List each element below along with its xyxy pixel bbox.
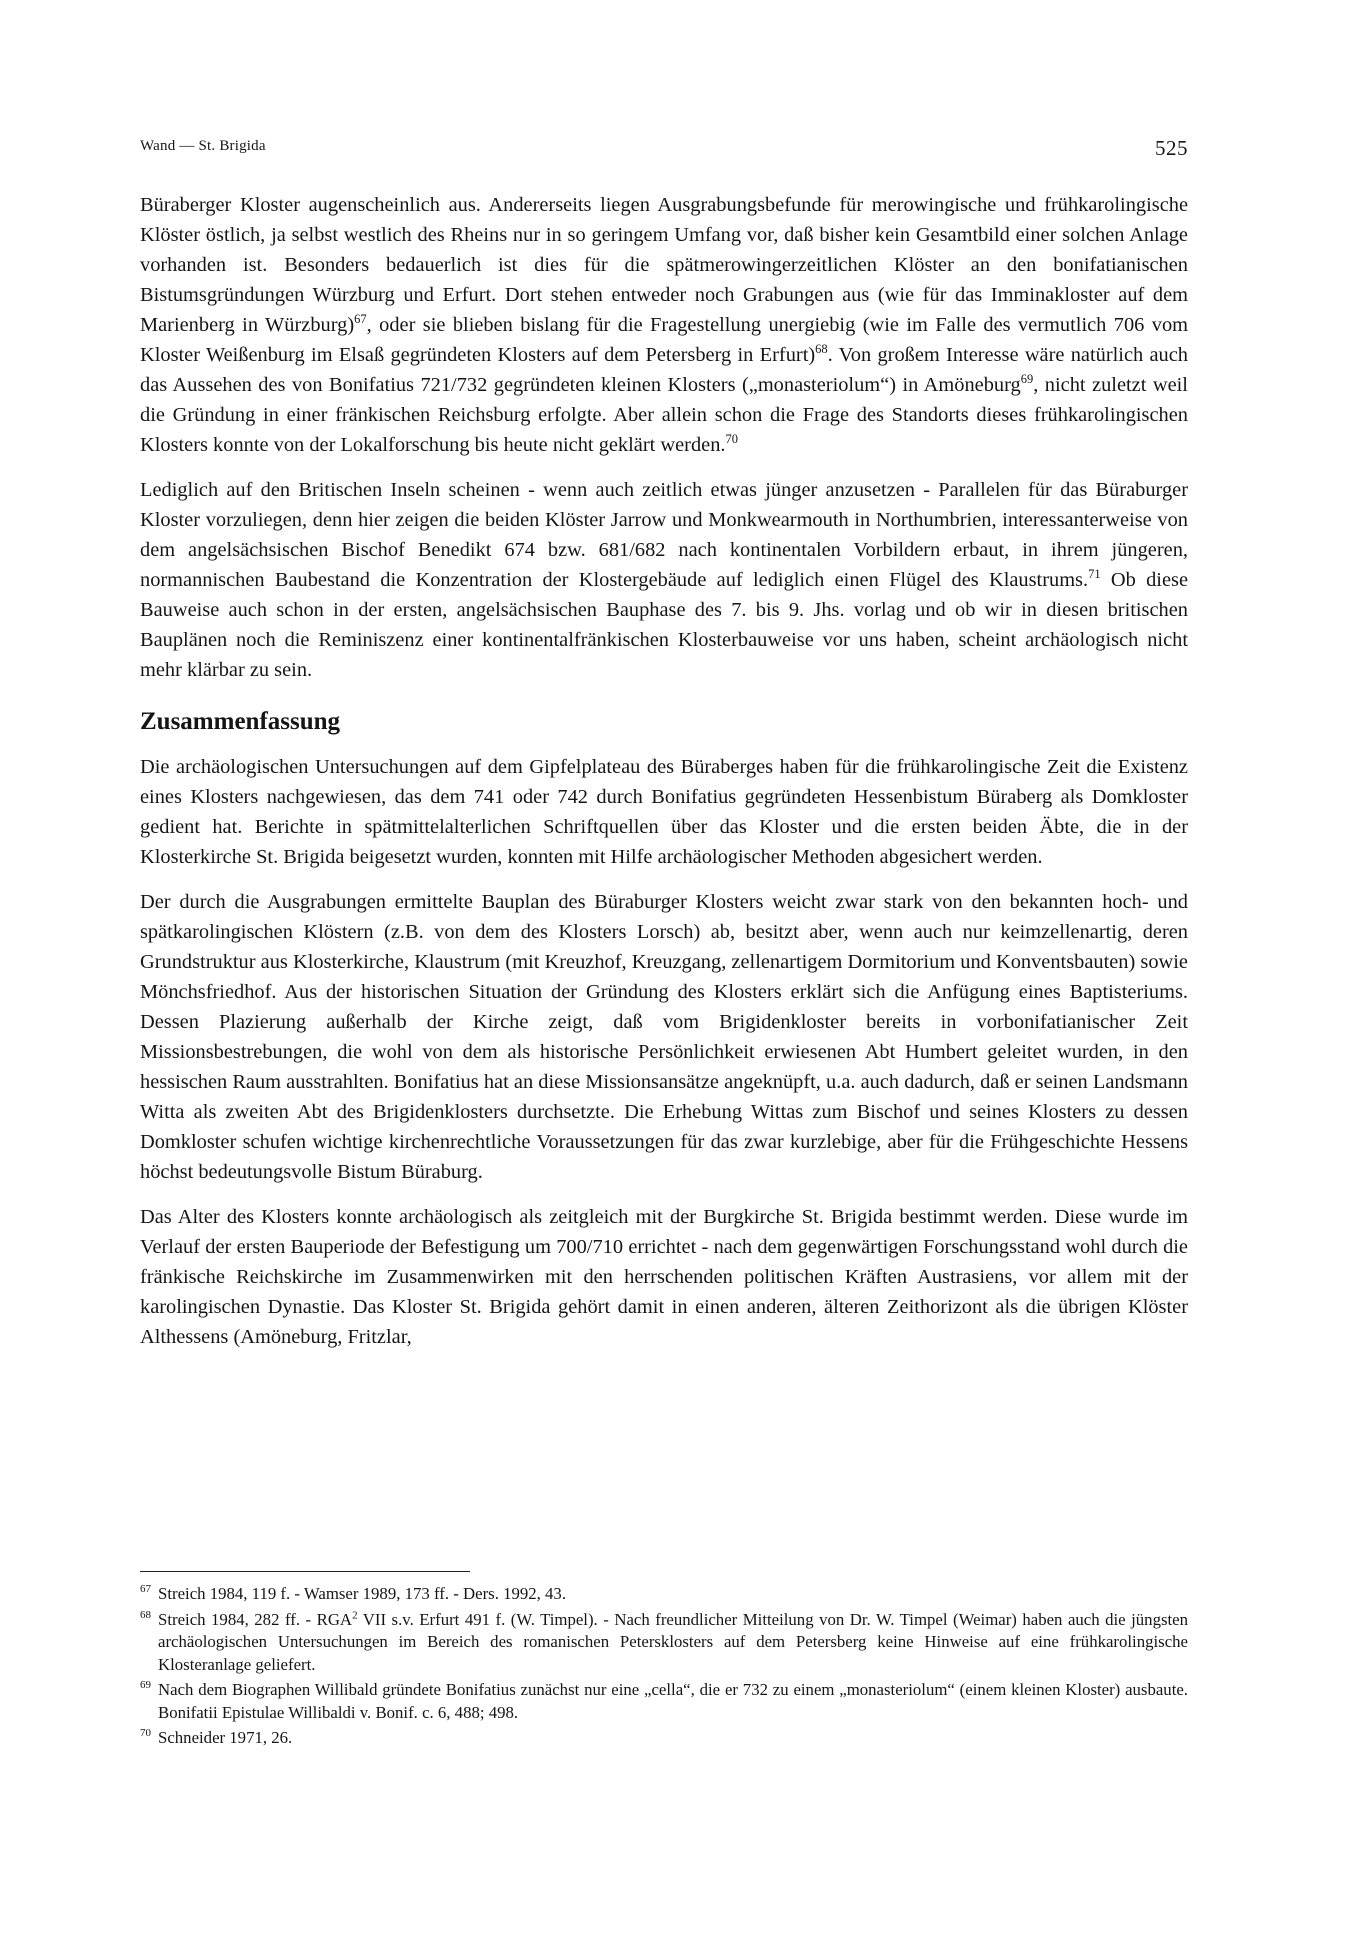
footnote-ref-70[interactable]: 70 — [725, 432, 739, 447]
paragraph-text: . Von großem Interesse wäre natürlich auch das Aussehen des von Bonifatius 721/732 gegründeten kleinen Klosters („monasteriolum“) in Amöneburg — [140, 344, 1188, 396]
footnote-text: Streich 1984, 119 f. - Wamser 1989, 173 ff. - Ders. 1992, 43. — [158, 1584, 567, 1603]
footnote-ref-69[interactable]: 69 — [1020, 372, 1034, 387]
summary-paragraph-1: Die archäologischen Untersuchungen auf dem Gipfelplateau des Büraberges haben für die frühkarolingische Zeit die Existenz eines Klosters nachgewiesen, das dem 741 oder 742 durch Bonifatius gegründeten Hessenbistum Büraberg als Domkloster gedient hat. Berichte in spätmittelalterlichen Schriftquellen über das Kloster und die ersten beiden Äbte, die in der Klosterkirche St. Brigida beigesetzt wurden, konnten mit Hilfe archäologischer Methoden abgesichert werden. — [140, 756, 1188, 868]
body-text — [140, 190, 1188, 1367]
paragraph-2 — [140, 475, 1188, 685]
paragraph-text: Büraberger Kloster augenscheinlich aus. Andererseits liegen Ausgrabungsbefunde für merowingische und frühkarolingische Klöster östlich, ja selbst westlich des Rheins nur in so geringem Umfang vor, daß bisher kein Gesamtbild einer solchen Anlage vorhanden ist. Besonders bedauerlich ist dies für die spätmerowingerzeitlichen Klöster an den bonifatianischen Bistumsgründungen Würzburg und Erfurt. Dort stehen entweder noch Grabungen aus (wie für das Imminakloster auf dem Marienberg in Würzburg) — [140, 194, 1188, 336]
section-heading: Zusammenfassung — [140, 708, 341, 735]
summary-paragraph-3: Das Alter des Klosters konnte archäologisch als zeitgleich mit der Burgkirche St. Brigida bestimmt werden. Diese wurde im Verlauf der ersten Bauperiode der Befestigung um 700/710 errichtet - nach dem gegenwärtigen Forschungsstand wohl durch die fränkische Reichskirche im Zusammenwirken mit den herrschenden politischen Kräften Austrasiens, vor allem mit der karolingischen Dynastie. Das Kloster St. Brigida gehört damit in einen anderen, älteren Zeithorizont als die übrigen Klöster Althessens (Amöneburg, Fritzlar, — [140, 1206, 1188, 1348]
running-head — [140, 136, 1188, 170]
footnote-separator — [140, 1571, 470, 1572]
page-number: 525 — [1155, 136, 1188, 160]
footnote-superscript: 2 — [352, 1608, 358, 1621]
paragraph-text: Ob diese Bauweise auch schon in der ersten, angelsächsischen Bauphase des 7. bis 9. Jhs. vorlag und ob wir in diesen britischen Bauplänen noch die Reminiszenz einer kontinentalfränkischen Klosterbauweise vor uns haben, scheint archäologisch nicht mehr klärbar zu sein. — [140, 569, 1189, 681]
footnote-ref-68[interactable]: 68 — [815, 342, 828, 357]
paragraph-text: , nicht zuletzt weil die Gründung in einer fränkischen Reichsburg erfolgte. Aber allein schon die Frage des Standorts dieses frühkarolingischen Klosters konnte von der Lokalforschung bis heute nicht geklärt werden. — [140, 374, 1188, 456]
paragraph-1 — [140, 190, 1188, 460]
running-title: Wand — St. Brigida — [140, 138, 266, 154]
footnote-text: VII s.v. Erfurt 491 f. (W. Timpel). - Nach freundlicher Mitteilung von Dr. W. Timpel (Weimar) haben auch die jüngsten archäologischen Untersuchungen im Bereich des romanischen Petersklosters auf dem Petersberg keine Hinweise auf eine frühkarolingische Klosteranlage geliefert. — [158, 1609, 1188, 1674]
footnote-ref-67[interactable]: 67 — [354, 312, 367, 327]
paragraph-text: Lediglich auf den Britischen Inseln scheinen - wenn auch zeitlich etwas jünger anzusetzen - Parallelen für das Büraburger Kloster vorzuliegen, denn hier zeigen die beiden Klöster Jarrow und Monkwearmouth in Northumbrien, interessanterweise von dem angelsächsischen Bischof Benedikt 674 bzw. 681/682 nach kontinentalen Vorbildern erbaut, in ihrem jüngeren, normannischen Baubestand die Konzentration der Klostergebäude auf lediglich einen Flügel des Klaustrums. — [140, 479, 1188, 591]
paragraph-text: , oder sie blieben bislang für die Fragestellung unergiebig (wie im Falle des vermutlich 706 vom Kloster Weißenburg im Elsaß gegründeten Klosters auf dem Petersberg in Erfurt) — [140, 314, 1188, 366]
footnote-text: Streich 1984, 282 ff. - RGA — [158, 1609, 353, 1629]
footnote-text: Nach dem Biographen Willibald gründete Bonifatius zunächst nur eine „cella“, die er 732 zu einem „monasteriolum“ (einem kleinen Kloster) ausbaute. Bonifatii Epistulae Willibaldi v. Bonif. c. 6, 488; 498. — [158, 1680, 1188, 1722]
footnote-67: 67 Streich 1984, 119 f. - Wamser 1989, 173 ff. - Ders. 1992, 43. — [140, 1583, 567, 1603]
footnote-ref-71[interactable]: 71 — [1088, 567, 1101, 582]
footnote-70: 70 Schneider 1971, 26. — [140, 1727, 293, 1747]
summary-paragraph-2: Der durch die Ausgrabungen ermittelte Bauplan des Büraburger Klosters weicht zwar stark von den bekannten hoch- und spätkarolingischen Klöstern (z.B. von dem des Klosters Lorsch) ab, besitzt aber, wenn auch nur keimzellenartig, deren Grundstruktur aus Klosterkirche, Klaustrum (mit Kreuzhof, Kreuzgang, zellenartigem Dormitorium und Konventsbauten) sowie Mönchsfriedhof. Aus der historischen Situation der Gründung des Klosters erklärt sich die Anfügung eines Baptisteriums. Dessen Plazierung außerhalb der Kirche zeigt, daß vom Brigidenkloster bereits in vorbonifatianischer Zeit Missionsbestrebungen, die wohl von dem als historische Persönlichkeit erwiesenen Abt Humbert geleitet wurden, in den hessischen Raum ausstrahlten. Bonifatius hat an diese Missionsansätze angeknüpft, u.a. auch dadurch, daß er seinen Landsmann Witta als zweiten Abt des Brigidenklosters durchsetzte. Die Erhebung Wittas zum Bischof und seines Klosters zu dessen Domkloster schufen wichtige kirchenrechtliche Voraussetzungen für das zwar kurzlebige, aber für die Frühgeschichte Hessens höchst bedeutungsvolle Bistum Büraburg. — [140, 891, 1188, 1183]
footnote-69: 69 Nach dem Biographen Willibald gründete Bonifatius zunächst nur eine „cella“, die er 732 zu einem „monasteriolum“ (einem kleinen Kloster) ausbaute. Bonifatii Epistulae Willibaldi v. Bonif. c. 6, 488; 498. — [140, 1679, 1188, 1722]
footnote-text: Schneider 1971, 26. — [158, 1728, 293, 1747]
footnotes — [140, 1583, 1188, 1753]
footnote-68: 68 Streich 1984, 282 ff. - RGA$^2$ VII s.v. Erfurt 491 f. (W. Timpel). - Nach freundlicher Mitteilung von Dr. W. Timpel (Weimar) haben auch die jüngsten archäologischen Untersuchungen im Bereich des romanischen Petersklosters auf dem Petersberg keine Hinweise auf eine frühkarolingische Klosteranlage geliefert. — [140, 1608, 1188, 1674]
